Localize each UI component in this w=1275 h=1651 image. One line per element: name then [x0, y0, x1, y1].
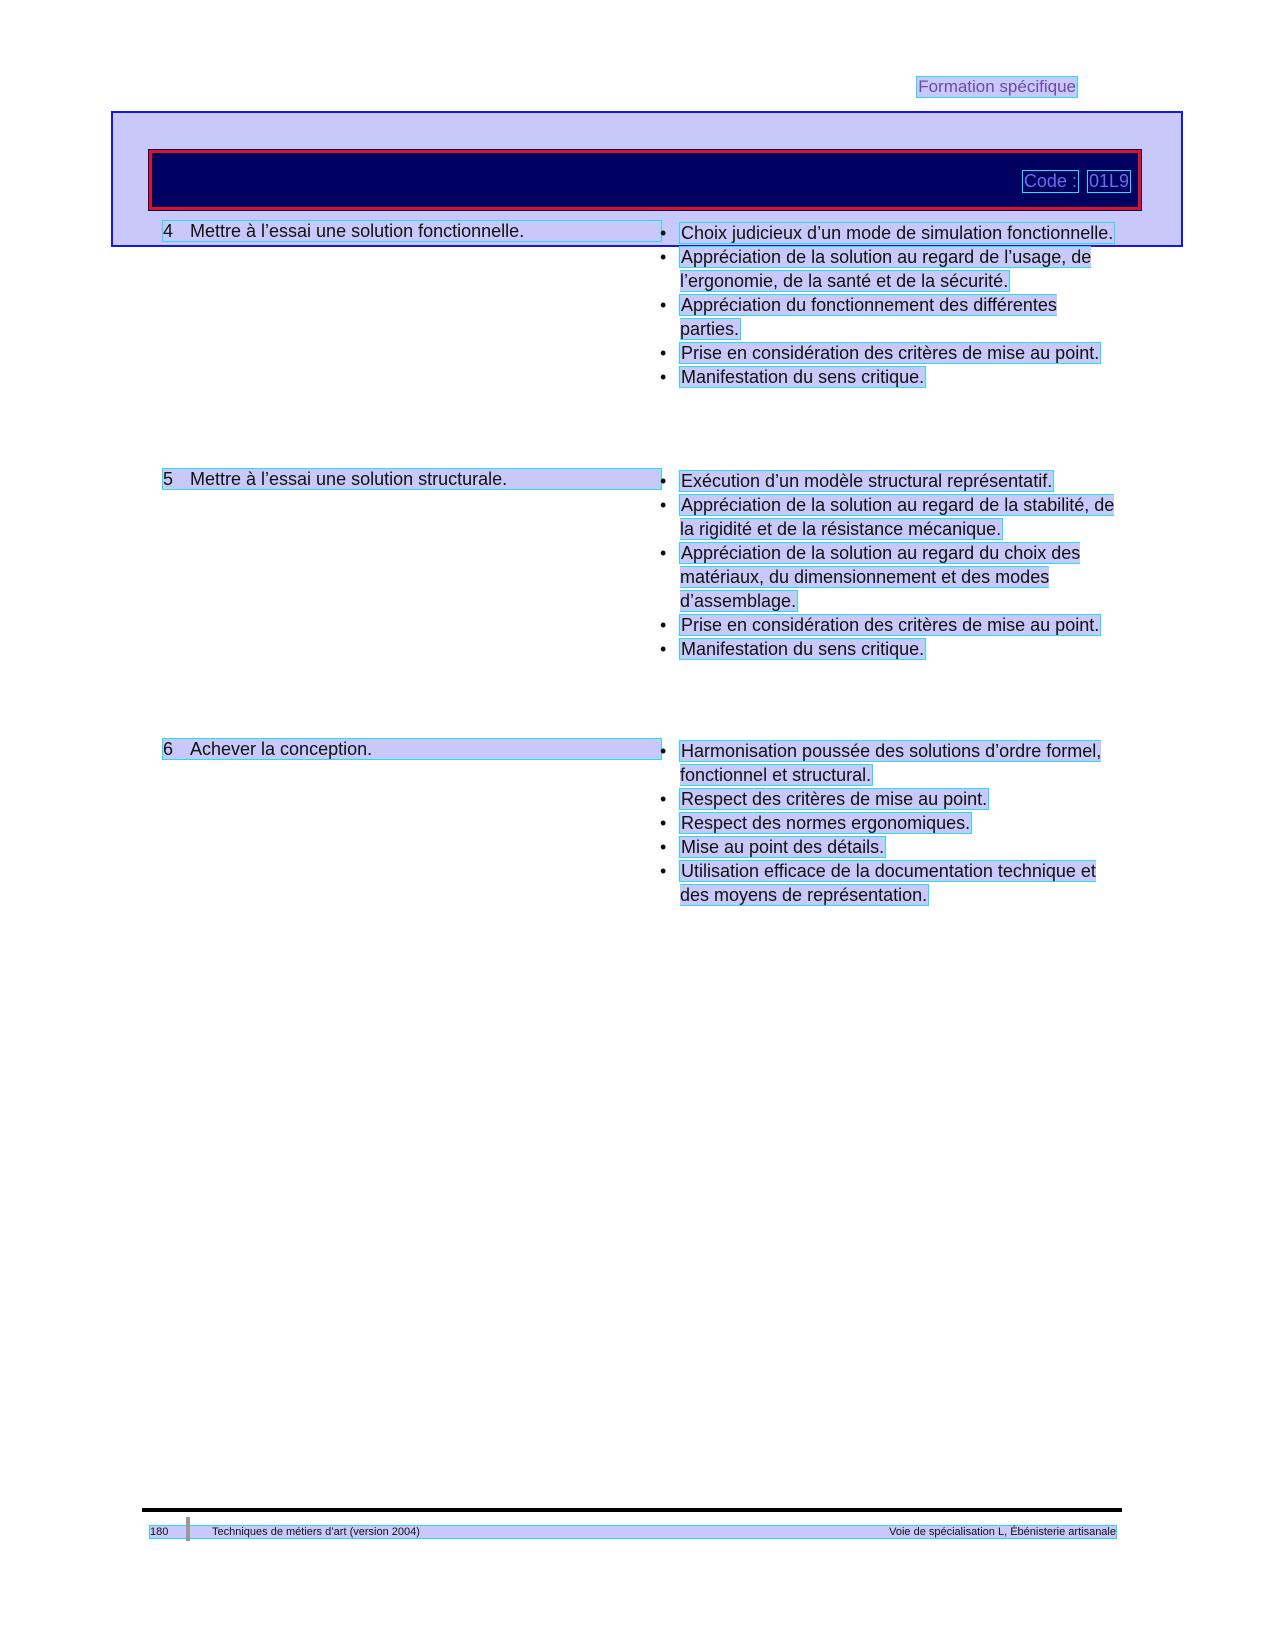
criterion-item: • Appréciation du fonctionnement des différentes parties. — [660, 293, 1120, 341]
running-header: Formation spécifique — [918, 77, 1076, 96]
criterion-item: • Utilisation efficace de la documentation technique et des moyens de représentation. — [660, 859, 1120, 907]
performance-criteria-list — [660, 739, 1120, 907]
competency-title-bar — [149, 150, 1141, 210]
element-text: Achever la conception. — [190, 739, 373, 759]
code-label: Code : — [1023, 171, 1077, 191]
element-text: Mettre à l’essai une solution fonctionnelle. — [190, 221, 525, 241]
performance-criteria-list — [660, 221, 1120, 389]
criterion-item: • Exécution d’un modèle structural représentatif. — [660, 469, 1120, 493]
element-step — [163, 469, 661, 489]
footer-specialization: Voie de spécialisation L, Ébénisterie artisanale — [889, 1526, 1116, 1538]
element-step — [163, 739, 661, 759]
criterion-item: • Prise en considération des critères de mise au point. — [660, 613, 1120, 637]
footer-divider — [186, 1517, 190, 1541]
criterion-item: • Choix judicieux d’un mode de simulation fonctionnelle. — [660, 221, 1120, 245]
criterion-item: • Mise au point des détails. — [660, 835, 1120, 859]
element-step — [163, 221, 661, 241]
criterion-item: • Appréciation de la solution au regard de la stabilité, de la rigidité et de la résistance mécanique. — [660, 493, 1120, 541]
competency-code — [1023, 171, 1130, 192]
footer-title: Techniques de métiers d’art (version 2004) — [212, 1526, 420, 1538]
code-value: 01L9 — [1088, 171, 1129, 191]
element-number: 4 — [163, 221, 174, 241]
criterion-item: • Harmonisation poussée des solutions d’ordre formel, fonctionnel et structural. — [660, 739, 1120, 787]
criterion-item: • Appréciation de la solution au regard de l’usage, de l’ergonomie, de la santé et de la sécurité. — [660, 245, 1120, 293]
performance-criteria-list — [660, 469, 1120, 661]
criterion-item: • Respect des critères de mise au point. — [660, 787, 1120, 811]
page-number: 180 — [150, 1526, 169, 1538]
element-number: 6 — [163, 739, 174, 759]
criterion-item: • Respect des normes ergonomiques. — [660, 811, 1120, 835]
footer-rule — [142, 1508, 1122, 1512]
page-footer — [150, 1526, 1116, 1538]
criterion-item: • Appréciation de la solution au regard du choix des matériaux, du dimensionnement et des modes d’assemblage. — [660, 541, 1120, 613]
criterion-item: • Manifestation du sens critique. — [660, 365, 1120, 389]
criterion-item: • Manifestation du sens critique. — [660, 637, 1120, 661]
criterion-item: • Prise en considération des critères de mise au point. — [660, 341, 1120, 365]
element-number: 5 — [163, 469, 174, 489]
element-text: Mettre à l’essai une solution structurale. — [190, 469, 508, 489]
